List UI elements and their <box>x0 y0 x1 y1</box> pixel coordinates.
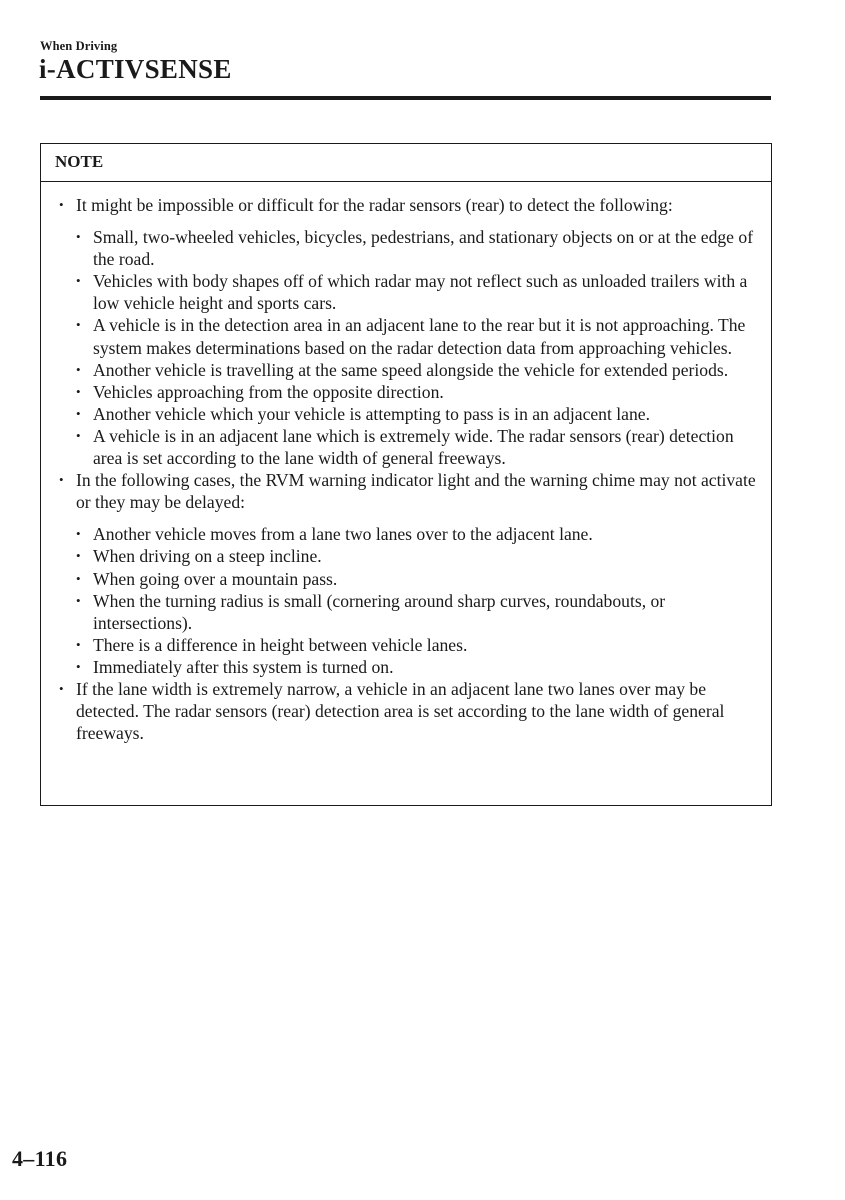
note-box <box>40 143 772 806</box>
note-sub-item: • A vehicle is in an adjacent lane which is extremely wide. The radar sensors (rear) detection area is set according to the lane width of general freeways. <box>59 425 759 469</box>
note-body <box>41 182 771 744</box>
title-rule <box>40 96 771 100</box>
note-sub-item: • Immediately after this system is turned on. <box>59 656 759 678</box>
note-sub-item: • When going over a mountain pass. <box>59 568 759 590</box>
note-sub-item: • Another vehicle which your vehicle is attempting to pass is in an adjacent lane. <box>59 403 759 425</box>
note-sub-item: • Another vehicle is travelling at the same speed alongside the vehicle for extended periods. <box>59 359 759 381</box>
note-heading: NOTE <box>41 144 771 182</box>
note-item: • It might be impossible or difficult for the radar sensors (rear) to detect the following: <box>59 194 759 216</box>
note-sub-item: • When the turning radius is small (cornering around sharp curves, roundabouts, or intersections). <box>59 590 759 634</box>
note-sub-item: • Another vehicle moves from a lane two lanes over to the adjacent lane. <box>59 523 759 545</box>
note-sub-item: • A vehicle is in the detection area in an adjacent lane to the rear but it is not approaching. The system makes determinations based on the radar detection data from approaching vehicles. <box>59 314 759 358</box>
note-item: • If the lane width is extremely narrow, a vehicle in an adjacent lane two lanes over may be detected. The radar sensors (rear) detection area is set according to the lane width of general freeways. <box>59 678 759 744</box>
note-sub-list <box>59 523 759 678</box>
note-sub-list <box>59 226 759 469</box>
note-sub-item: • Small, two-wheeled vehicles, bicycles, pedestrians, and stationary objects on or at the edge of the road. <box>59 226 759 270</box>
page-number: 4–116 <box>12 1146 68 1171</box>
note-sub-item: • There is a difference in height between vehicle lanes. <box>59 634 759 656</box>
note-sub-item: • Vehicles approaching from the opposite direction. <box>59 381 759 403</box>
note-sub-item: • Vehicles with body shapes off of which radar may not reflect such as unloaded trailers with a low vehicle height and sports cars. <box>59 270 759 314</box>
note-item: • In the following cases, the RVM warning indicator light and the warning chime may not activate or they may be delayed: <box>59 469 759 513</box>
section-label: When Driving <box>40 39 118 53</box>
page-title: i-ACTIVSENSE <box>39 54 232 84</box>
note-sub-item: • When driving on a steep incline. <box>59 545 759 567</box>
